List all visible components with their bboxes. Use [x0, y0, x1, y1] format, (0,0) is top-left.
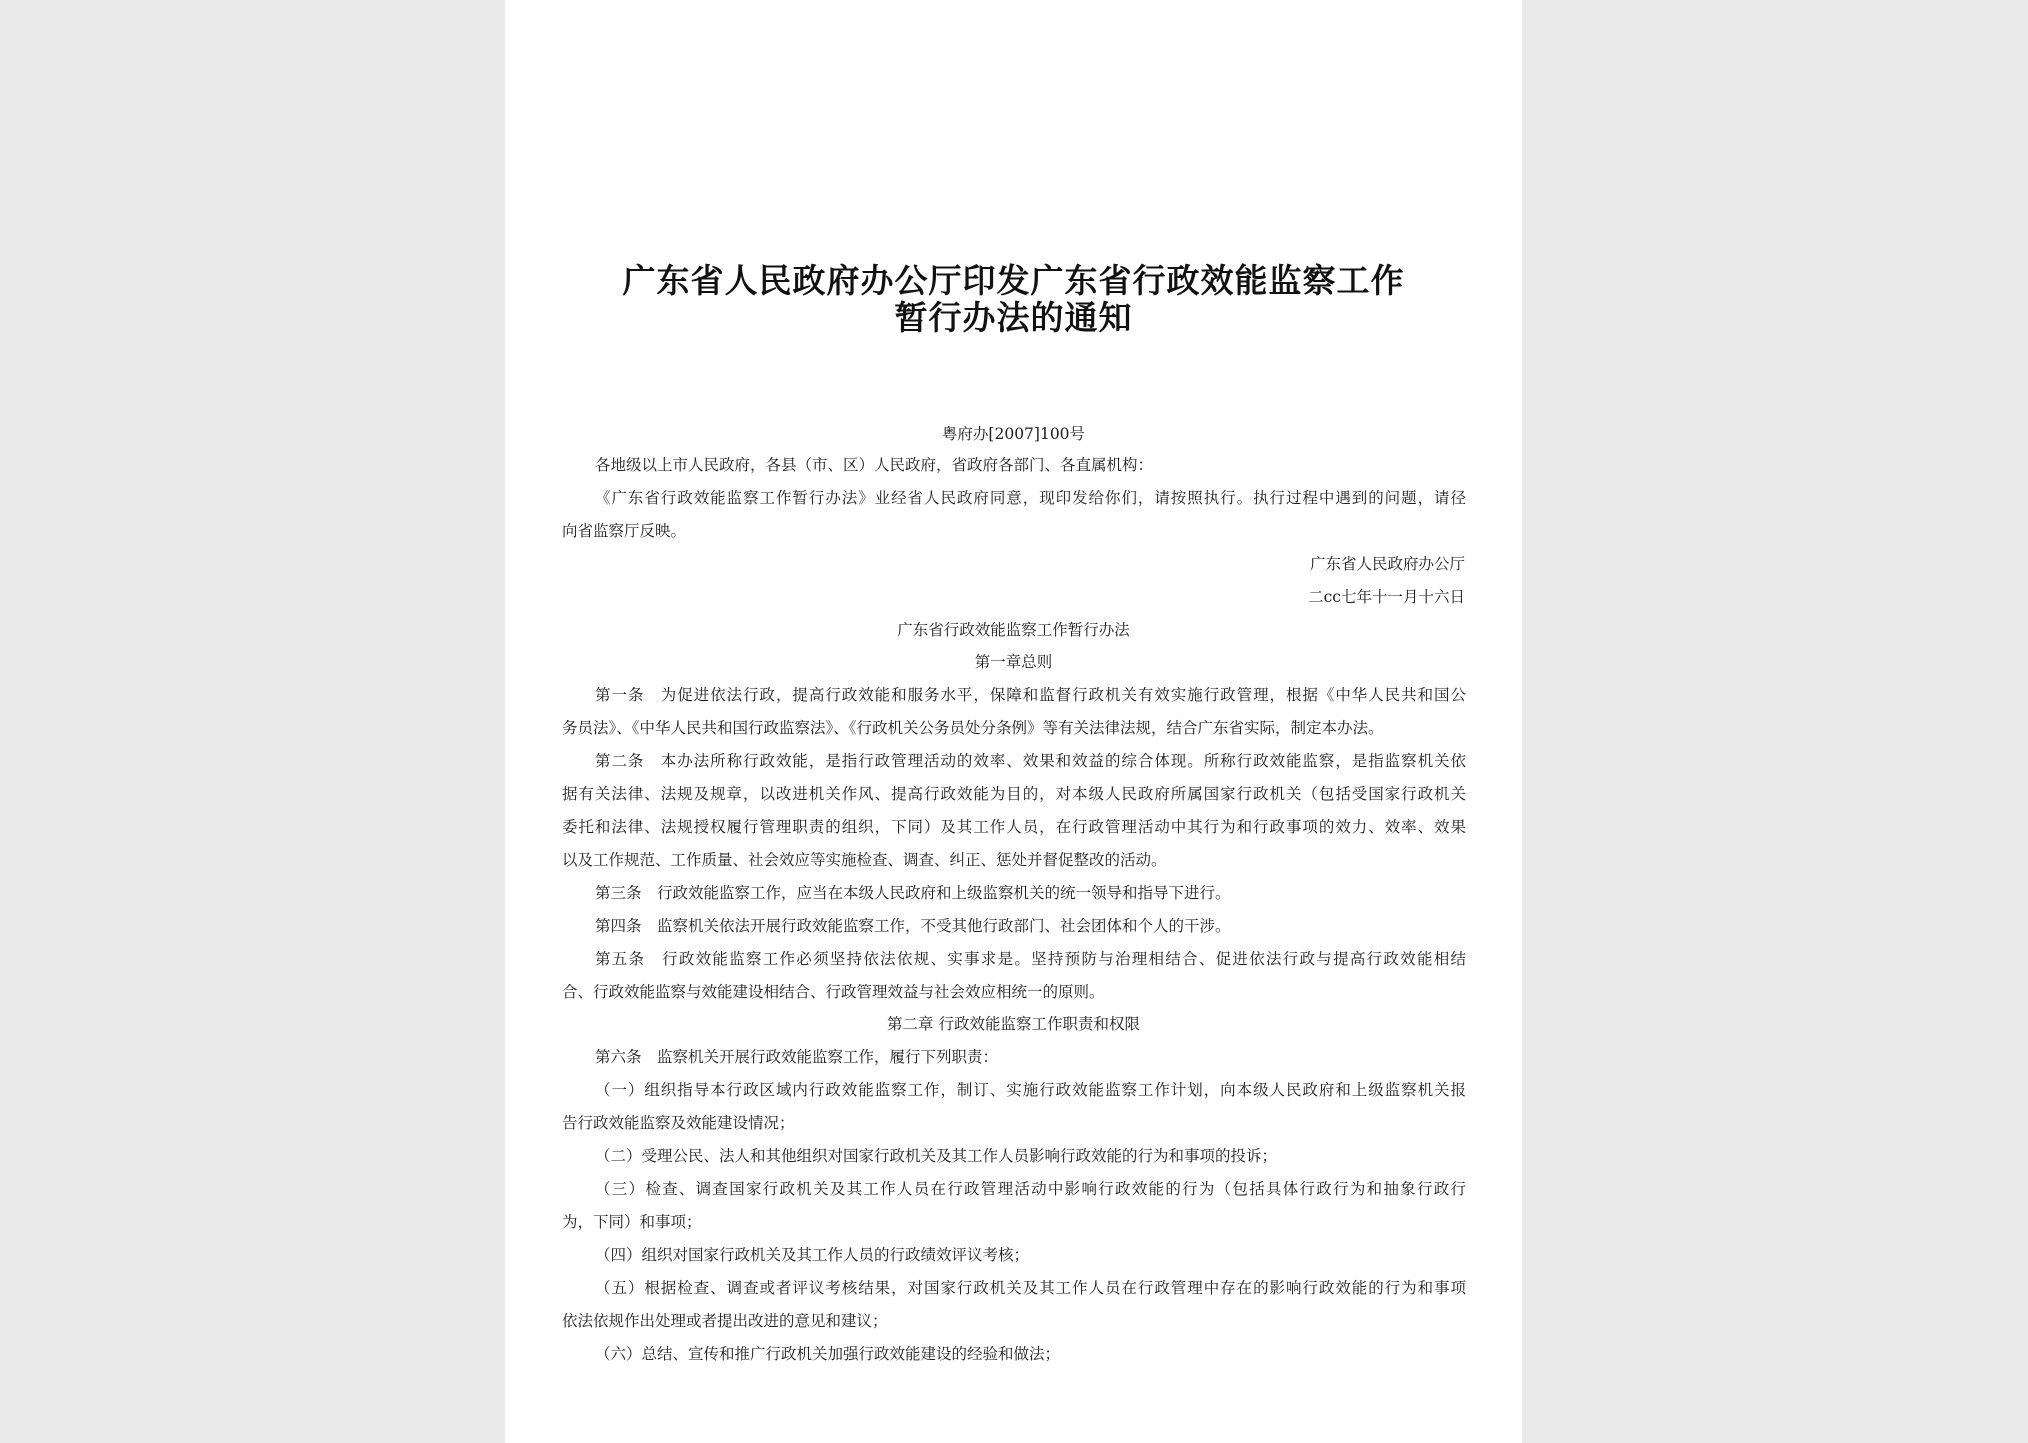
list-item-line: （五）根据检查、调查或者评议考核结果，对国家行政机关及其工作人员在行政管理中存在的影响行政效能的行为和事项 — [595, 1279, 1466, 1297]
list-item-line: 依法依规作出处理或者提出改进的意见和建议； — [562, 1312, 888, 1330]
article-line: 委托和法律、法规授权履行管理职责的组织，下同）及其工作人员，在行政管理活动中其行为和行政事项的效力、效率、效果 — [562, 818, 1466, 836]
article-line: 合、行政效能监察与效能建设相结合、行政管理效益与社会效应相统一的原则。 — [562, 983, 1105, 1001]
document-page — [505, 0, 1522, 1443]
list-item-line: （六）总结、宣传和推广行政机关加强行政效能建设的经验和做法； — [595, 1345, 1061, 1363]
chapter-heading: 第二章 行政效能监察工作职责和权限 — [887, 1015, 1140, 1033]
list-item-line: （三）检查、调查国家行政机关及其工作人员在行政管理活动中影响行政效能的行为（包括具体行政行为和抽象行政行 — [595, 1180, 1466, 1198]
measures-title: 广东省行政效能监察工作暂行办法 — [897, 621, 1130, 639]
issue-date: 二cc七年十一月十六日 — [1308, 588, 1465, 606]
list-item-line: （四）组织对国家行政机关及其工作人员的行政绩效评议考核； — [595, 1246, 1030, 1264]
list-item-line: （二）受理公民、法人和其他组织对国家行政机关及其工作人员影响行政效能的行为和事项的投诉； — [595, 1147, 1278, 1165]
article-line: 第一条 为促进依法行政，提高行政效能和服务水平，保障和监督行政机关有效实施行政管理，根据《中华人民共和国公 — [595, 686, 1466, 704]
article-line: 第二条 本办法所称行政效能，是指行政管理活动的效率、效果和效益的综合体现。所称行政效能监察，是指监察机关依 — [595, 752, 1466, 770]
article-line: 以及工作规范、工作质量、社会效应等实施检查、调查、纠正、惩处并督促整改的活动。 — [562, 851, 1167, 869]
article-line: 第五条 行政效能监察工作必须坚持依法依规、实事求是。坚持预防与治理相结合、促进依法行政与提高行政效能相结 — [595, 950, 1466, 968]
document-title-line-1: 广东省人民政府办公厅印发广东省行政效能监察工作 — [622, 261, 1405, 300]
document-number: 粤府办[2007]100号 — [941, 425, 1086, 443]
article-line: 第三条 行政效能监察工作，应当在本级人民政府和上级监察机关的统一领导和指导下进行。 — [595, 884, 1231, 902]
article-line: 务员法》、《中华人民共和国行政监察法》、《行政机关公务员处分条例》等有关法律法规，结合广东省实际，制定本办法。 — [562, 719, 1384, 737]
addressees: 各地级以上市人民政府，各县（市、区）人民政府，省政府各部门、各直属机构： — [595, 456, 1154, 474]
list-item-line: 为，下同）和事项； — [562, 1213, 702, 1231]
article-line: 第六条 监察机关开展行政效能监察工作，履行下列职责： — [595, 1048, 999, 1066]
signature: 广东省人民政府办公厅 — [1309, 555, 1465, 573]
chapter-heading: 第一章总则 — [974, 653, 1053, 671]
intro-paragraph-line: 向省监察厅反映。 — [562, 522, 687, 540]
list-item-line: （一）组织指导本行政区域内行政效能监察工作，制订、实施行政效能监察工作计划，向本级人民政府和上级监察机关报 — [595, 1081, 1466, 1099]
list-item-line: 告行政效能监察及效能建设情况； — [562, 1114, 795, 1132]
article-line: 据有关法律、法规及规章，以改进机关作风、提高行政效能为目的，对本级人民政府所属国家行政机关（包括受国家行政机关 — [562, 785, 1466, 803]
article-line: 第四条 监察机关依法开展行政效能监察工作，不受其他行政部门、社会团体和个人的干涉。 — [595, 917, 1231, 935]
intro-paragraph-line: 《广东省行政效能监察工作暂行办法》业经省人民政府同意，现印发给你们，请按照执行。执行过程中遇到的问题，请径 — [595, 489, 1466, 507]
document-title-line-2: 暂行办法的通知 — [894, 298, 1133, 337]
